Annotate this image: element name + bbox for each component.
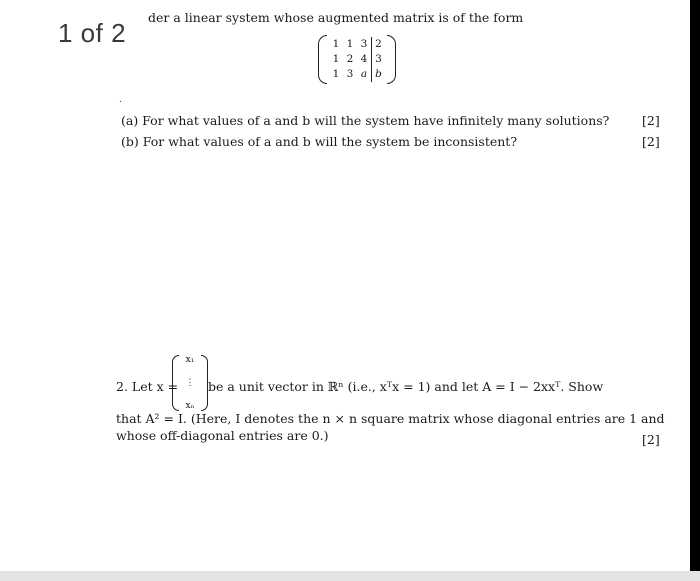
matrix-cell: 2 bbox=[346, 53, 354, 65]
question-1b: (b) For what values of a and b will the system be inconsistent? bbox=[121, 134, 518, 149]
vector-entry-bottom: xₙ bbox=[185, 401, 195, 411]
matrix-cell: 1 bbox=[332, 53, 340, 65]
matrix-cell: 2 bbox=[371, 37, 385, 52]
matrix-cell: 3 bbox=[371, 52, 385, 67]
question-2-line-3: whose off-diagonal entries are 0.) bbox=[116, 428, 329, 443]
column-vector-x bbox=[172, 355, 208, 411]
marks-1a: [2] bbox=[642, 113, 660, 128]
vector-left-paren bbox=[172, 355, 179, 411]
matrix-right-paren bbox=[387, 35, 396, 84]
matrix-cell: b bbox=[371, 67, 385, 82]
question-2-prefix: 2. Let x = bbox=[116, 379, 179, 394]
viewer-frame-bottom bbox=[0, 571, 700, 581]
matrix-cell: a bbox=[360, 68, 368, 80]
matrix-cell: 4 bbox=[360, 53, 368, 65]
vector-right-paren bbox=[201, 355, 208, 411]
vector-entry-top: x₁ bbox=[185, 355, 195, 365]
question-1a: (a) For what values of a and b will the system have infinitely many solutions? bbox=[121, 113, 610, 128]
marks-2: [2] bbox=[642, 432, 660, 447]
matrix-cell: 1 bbox=[332, 38, 340, 50]
augmented-matrix bbox=[318, 35, 396, 84]
matrix-body bbox=[327, 35, 387, 84]
marks-1b: [2] bbox=[642, 134, 660, 149]
question-1-intro: der a linear system whose augmented matrix is of the form bbox=[148, 10, 524, 25]
matrix-cell: 3 bbox=[346, 68, 354, 80]
vector-entry-dots: ⋮ bbox=[185, 378, 195, 388]
matrix-cell: 1 bbox=[346, 38, 354, 50]
stray-dot: · bbox=[119, 97, 123, 108]
vector-body bbox=[179, 355, 201, 411]
viewer-frame-right bbox=[690, 0, 700, 581]
matrix-cell: 3 bbox=[360, 38, 368, 50]
page-indicator: 1 of 2 bbox=[58, 18, 127, 48]
question-2-line-2: that A² = I. (Here, I denotes the n × n square matrix whose diagonal entries are 1 and bbox=[116, 411, 665, 426]
matrix-left-paren bbox=[318, 35, 327, 84]
matrix-cell: 1 bbox=[332, 68, 340, 80]
question-2-line-1: be a unit vector in ℝⁿ (i.e., xᵀx = 1) and let A = I − 2xxᵀ. Show bbox=[208, 379, 604, 394]
